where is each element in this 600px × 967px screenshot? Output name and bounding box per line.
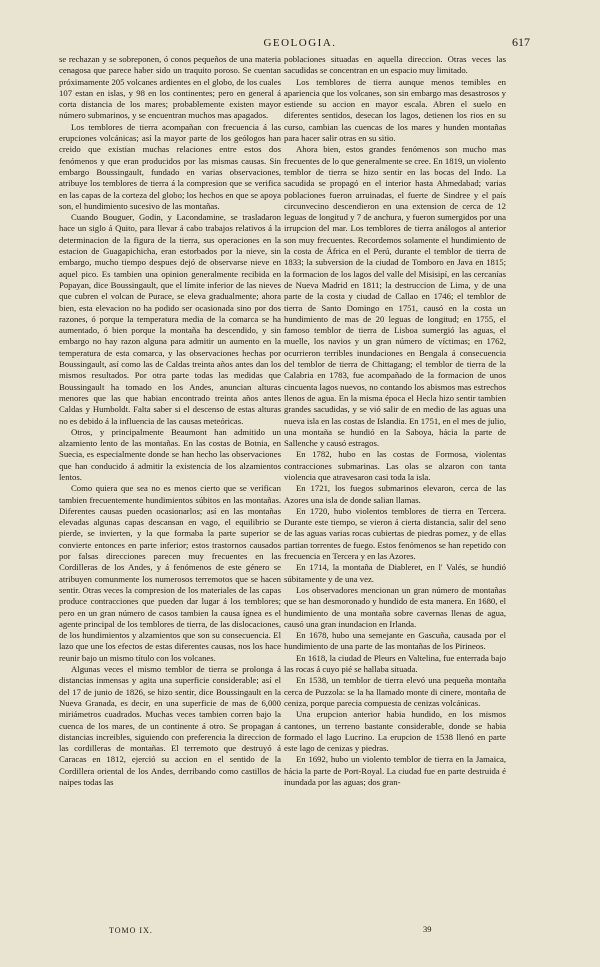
paragraph: En 1720, hubo violentos temblores de tierra en Tercera. Durante este tiempo, se vieron á cierta distancia, salir del seno de las aguas varias rocas cubiertas de piedras pomez, y de ellas partian torrentes de fuego. Estos fenómenos se han repetido con frecuencia en Tercera y en las Azores. [284,505,506,562]
page-number: 617 [512,35,530,49]
paragraph: En 1692, hubo un violento temblor de tierra en la Jamaica, hácia la parte de Port-Royal. La ciudad fue en parte destruida é inundada por las aguas; dos gran- [284,754,506,787]
paragraph: Cuando Bouguer, Godin, y Lacondamine, se trasladaron hace un siglo á Quito, para llevar á cabo trabajos relativos á la determinacion de la figura de la tierra, sus operaciones en la estacion de Guagapichicha, eran estorbados por la nieve, sin embargo, mucho tiempo despues dejó de observarse nieve en aquel pico. Es tambien una opinion generalmente recibida en Popayan, dice Boussingault, que el límite inferior de las nieves que cubren el volcan de Purace, se eleva gradualmente; ahora bien, esta elevacion no ha podido ser ocasionada sino por dos razones, ó porque la temperatura media de la comarca se ha aumentado, ó bien porque la montaña ha descendido, y sin embargo no hay razon alguna para admitir un aumento en la temperatura de esta comarca, y las observaciones hechas por Boussingault, así como las de Caldas treinta años antes dan los mismos resultados. Por otra parte todas las medidas que Boussingault ha tomado en los Andes, anuncian alturas menores que las que habian encontrado treinta años antes Caldas y Humboldt. Falta saber si el descenso de estas alturas no es debido á la influencia de las causas meteóricas. [59,212,281,426]
paragraph: Los temblores de tierra acompañan con frecuencia á las erupciones volcánicas; así la mayor parte de los geólogos han creido que existian muchas relaciones entre estos dos fenómenos y que eran producidos por las mismas causas. Sin embargo Boussingault, fundado en varias observaciones, atribuye los temblores de tierra á la compresion que se verifica en las capas de la corteza del globo; los hechos en que se apoya son, el hundimiento sucesivo de las montañas. [59,121,281,211]
paragraph: Una erupcion anterior habia hundido, en los mismos cantones, un terreno bastante considerable, donde se habia formado el lago Lucrino. La erupcion de 1538 llenó en parte este lago de cenizas y piedras. [284,709,506,754]
paragraph: se rechazan y se sobreponen, ó conos pequeños de una materia cenagosa que parece haber sido un traquito poroso. Se cuentan próximamente 205 volcanes ardientes en el globo, de los cuales 107 estan en islas, y 98 en los continentes; pero en general á corta distancia de los mares; probablemente existen mayor número submarinos, y se encuentran muchos mas apagados. [59,54,281,121]
paragraph: Los observadores mencionan un gran número de montañas que se han desmoronado y hundido de esta manera. En 1680, el hundimiento de una montaña sobre cavernas llenas de agua, causó una gran inundacion en Irlanda. [284,584,506,629]
paragraph: Otros, y principalmente Beaumont han admitido un alzamiento lento de las montañas. En las costas de Botnia, en Suecia, es especialmente donde se han hecho las observaciones que han conducido á admitir la existencia de los alzamientos lentos. [59,426,281,482]
left-column [59,54,281,788]
right-column [284,54,506,788]
paragraph: En 1714, la montaña de Diableret, en l' Valés, se hundió súbitamente y de una vez. [284,562,506,584]
paragraph: En 1618, la ciudad de Pleurs en Valtelina, fue enterrada bajo las rocas á cuyo pié se hallaba situada. [284,652,506,675]
paragraph: En 1782, hubo en las costas de Formosa, violentas contracciones submarinas. Las olas se alzaron con tanta violencia que atravesaron casi toda la isla. [284,449,506,482]
paragraph: Los temblores de tierra aunque menos temibles en apariencia que los volcanes, son sin embargo mas desastrosos y estiende su accion en mayor escala. Abren el suelo en diferentes sentidos, desecan los lagos, detienen los rios en su curso, cambian las cuencas de los mares y hunden montañas para hacer salir otras en su sitio. [284,76,506,144]
paragraph: poblaciones situadas en aquella direccion. Otras veces las sacudidas se concentran en un espacio muy limitado. [284,54,506,76]
paragraph: Como quiera que sea no es menos cierto que se verifican tambien frecuentemente hundimientos súbitos en las montañas. Diferentes causas pueden ocasionarlos; así en las montañas elevadas algunas capas descansan en vago, el equilibrio se pierde, se invierten, y la que formaba la parte superior se convierte entonces en parte inferior; estos trastornos causados por falsas direcciones parecen muy frecuentes en las Cordilleras de los Andes, y á fenómenos de este género se atribuyen comunmente los numerosos terremotos que se hacen sentir. Otras veces la compresion de los materiales de las capas produce contracciones que pueden dar lugar á los temblores; pero en un gran número de casos tambien la causa ígnea es el agente principal de los temblores de tierra, de las dislocaciones, de los hundimientos y alzamientos que son su consecuencia. El lazo que une los efectos de estas diferentes causas, nos los hace reunir bajo un mismo título con los volcanes. [59,483,281,663]
volume-label: TOMO IX. [109,926,153,935]
paragraph: En 1538, un temblor de tierra elevó una pequeña montaña cerca de Puzzola: se la ha llamado monte di cinere, montaña de ceniza, porque parecia compuesta de cenizas volcánicas. [284,675,506,708]
running-title: GEOLOGIA. [263,37,337,49]
paragraph: Algunas veces el mismo temblor de tierra se prolonga á distancias inmensas y agita una superficie considerable; así el del 17 de junio de 1826, se hizo sentir, dice Boussingault en la Nueva Granada, es decir, en una superficie de mas de 6,000 miriámetros cuadrados. Muchas veces tambien corren bajo la cuenca de los mares, de un continente á otro. Se propagan á distancias increibles, siguiendo con preferencia la direccion de las cordilleras de montañas. El terremoto que destruyó á Caracas en 1812, ejerció su accion en el sentido de la Cordillera oriental de los Andes, derribando como castillos de naipes todas las [59,664,281,787]
signature-mark: 39 [423,924,432,934]
paragraph: Ahora bien, estos grandes fenómenos son mucho mas frecuentes de lo que generalmente se cree. En 1819, un violento temblor de tierra se hizo sentir en las bocas del Indo. La sacudida se propagó en el interior hasta Ahmedabad; varias poblaciones fueron arruinadas, el fuerte de Sindree y el país circunvecino descendieron en una extension de cerca de 12 leguas de longitud y 7 de anchura, y fueron sumergidos por una irrupcion del mar. Los temblores de tierra análogos al anterior son muy frecuentes. Recordemos solamente el hundimiento de la costa de África en el Perú, durante el temblor de tierra de 1833; la subversion de la ciudad de Tomboro en Java en 1815; la formacion de los lagos del valle del Misisipí, en las cercanías de Nueva Madrid en 1811; la destruccion de Lima, y de una parte de la costa y ciudad de Callao en 1746; el temblor de tierra de Santo Domingo en 1751, causó en la costa un hundimiento de mas de 20 leguas de longitud; en 1755, el famoso temblor de tierra de Lisboa sumergió las aguas, el muelle, los navios y un gran número de víctimas; en 1762, ocurrieron terribles inundaciones en Bengala á consecuencia del temblor de tierra de Chittagang; el temblor de tierra de la Calabria en 1783, fue acompañado de la formacion de unos cincuenta lagos nuevos, no contando los abismos mas estrechos llenos de agua. En la misma época el Hecla hizo sentir tambien grandes sacudidas, y se vió salir de en medio de las aguas una nueva isla en las costas de Islandia. En 1751, en el mes de julio, una montaña se hundió en la Saboya, hácia la parte de Sallenche y causó estragos. [284,144,506,449]
paragraph: En 1678, hubo una semejante en Gascuña, causada por el hundimiento de una parte de las montañas de los Pirineos. [284,630,506,652]
paragraph: En 1721, los fuegos submarinos elevaron, cerca de las Azores una isla de donde salian llamas. [284,483,506,505]
page-header [0,37,600,53]
